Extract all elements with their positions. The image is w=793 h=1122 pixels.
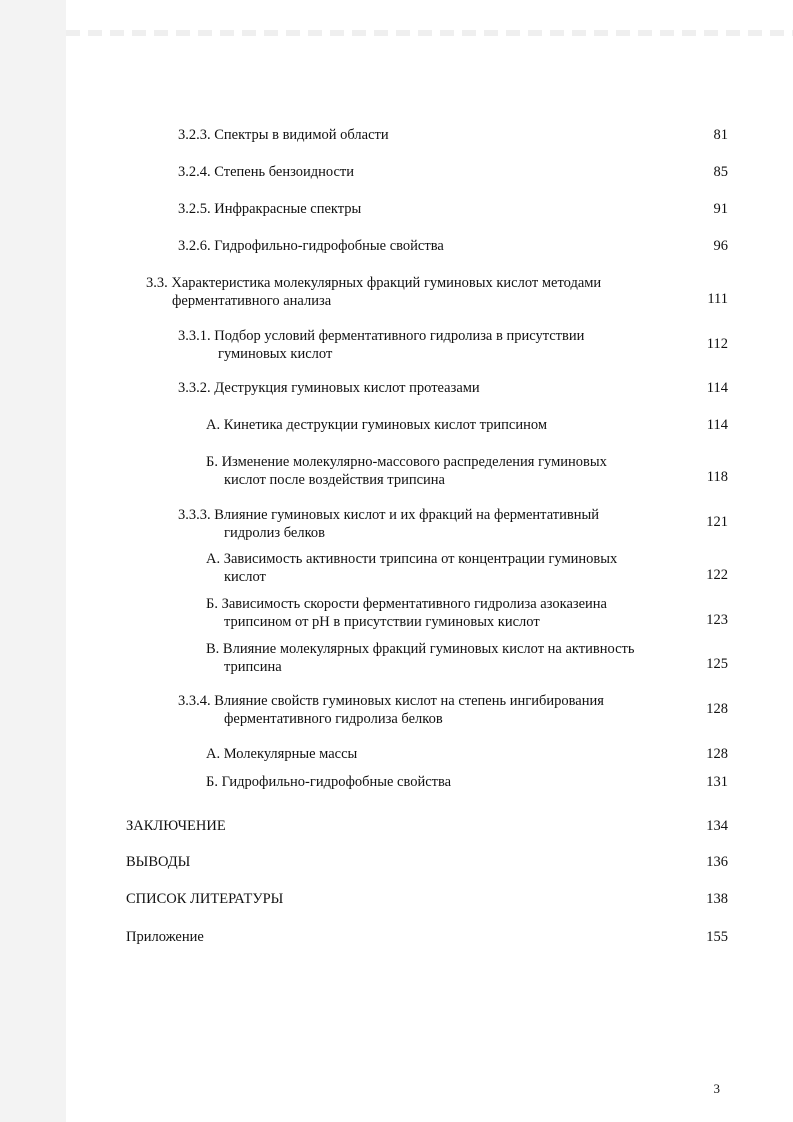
page-number: 3 xyxy=(713,1081,720,1096)
toc-page-ref: 85 xyxy=(713,164,728,180)
toc-entry-title: А. Молекулярные массы xyxy=(206,746,358,762)
toc-entry xyxy=(206,640,634,676)
toc-entry xyxy=(206,745,357,763)
toc-page-ref: 114 xyxy=(706,417,728,433)
toc-page-ref: 134 xyxy=(706,818,728,834)
toc-entry xyxy=(178,379,480,397)
toc-entry-title-cont: кислот после воздействия трипсина xyxy=(224,472,445,488)
toc-page-ref: 114 xyxy=(706,380,728,396)
toc-page-ref: 96 xyxy=(713,238,728,254)
toc-page-ref: 121 xyxy=(706,514,728,530)
toc-entry xyxy=(178,237,444,255)
toc-entry-title: ВЫВОДЫ xyxy=(126,854,191,870)
toc-page-ref: 136 xyxy=(706,854,728,870)
toc-entry-title: 3.2.4. Степень бензоидности xyxy=(178,164,355,180)
toc-page-ref: 155 xyxy=(706,929,728,945)
toc-entry-title: 3.2.3. Спектры в видимой области xyxy=(178,127,389,143)
toc-entry xyxy=(206,416,547,434)
toc-entry-title-cont: ферментативного анализа xyxy=(172,293,332,309)
toc-entry-title: 3.3. Характеристика молекулярных фракций гуминовых кислот методами xyxy=(146,275,602,291)
toc-entry-title: В. Влияние молекулярных фракций гуминовых кислот на активность xyxy=(206,641,635,657)
toc-page-ref: 91 xyxy=(713,201,728,217)
toc-page-ref: 81 xyxy=(713,127,728,143)
toc-entry xyxy=(178,126,389,144)
toc-entry xyxy=(178,200,361,218)
toc-entry xyxy=(126,890,283,908)
toc-page-ref: 123 xyxy=(706,612,728,628)
toc-page-ref: 125 xyxy=(706,656,728,672)
toc-entry-title: Б. Гидрофильно-гидрофобные свойства xyxy=(206,774,452,790)
toc-entry-title: 3.3.3. Влияние гуминовых кислот и их фракций на ферментативный xyxy=(178,507,599,523)
toc-page-ref: 122 xyxy=(706,567,728,583)
toc-entry xyxy=(146,274,601,310)
toc-page-ref: 111 xyxy=(707,291,728,307)
toc-entry-title-cont: ферментативного гидролиза белков xyxy=(224,711,443,727)
toc-entry xyxy=(206,595,607,631)
toc-entry xyxy=(178,692,604,728)
toc-entry-title: 3.2.5. Инфракрасные спектры xyxy=(178,201,362,217)
toc-page-ref: 131 xyxy=(706,774,728,790)
toc-entry xyxy=(126,853,190,871)
toc-entry-title: ЗАКЛЮЧЕНИЕ xyxy=(126,818,226,834)
toc-entry-title-cont: гуминовых кислот xyxy=(218,346,333,362)
toc-entry-title: Б. Зависимость скорости ферментативного гидролиза азоказеина xyxy=(206,596,607,612)
toc-entry-title: 3.3.2. Деструкция гуминовых кислот протеазами xyxy=(178,380,480,396)
toc-entry xyxy=(126,928,204,946)
toc-page-ref: 128 xyxy=(706,746,728,762)
toc-entry xyxy=(206,453,607,489)
toc-page-ref: 138 xyxy=(706,891,728,907)
toc-entry-title-cont: трипсина xyxy=(224,659,282,675)
toc-entry-title: 3.2.6. Гидрофильно-гидрофобные свойства xyxy=(178,238,444,254)
toc-entry-title: Приложение xyxy=(126,929,204,945)
toc-entry-title-cont: кислот xyxy=(224,569,266,585)
toc-entry xyxy=(126,817,226,835)
toc-entry-title-cont: гидролиз белков xyxy=(224,525,326,541)
toc-page-ref: 112 xyxy=(706,336,728,352)
toc-entry-title: СПИСОК ЛИТЕРАТУРЫ xyxy=(126,891,284,907)
toc-entry-title: 3.3.4. Влияние свойств гуминовых кислот на степень ингибирования xyxy=(178,693,604,709)
toc-page-ref: 118 xyxy=(706,469,728,485)
toc-entry-title: А. Зависимость активности трипсина от концентрации гуминовых xyxy=(206,551,618,567)
toc-entry-title: Б. Изменение молекулярно-массового распределения гуминовых xyxy=(206,454,607,470)
toc-entry-title: 3.3.1. Подбор условий ферментативного гидролиза в присутствии xyxy=(178,328,585,344)
toc-page-ref: 128 xyxy=(706,701,728,717)
toc-entry xyxy=(206,773,451,791)
toc-entry-title-cont: трипсином от pH в присутствии гуминовых кислот xyxy=(224,614,540,630)
toc-entry xyxy=(206,550,617,586)
toc-entry xyxy=(178,506,599,542)
toc-entry xyxy=(178,163,354,181)
toc-entry-title: А. Кинетика деструкции гуминовых кислот трипсином xyxy=(206,417,548,433)
toc-entry xyxy=(178,327,584,363)
